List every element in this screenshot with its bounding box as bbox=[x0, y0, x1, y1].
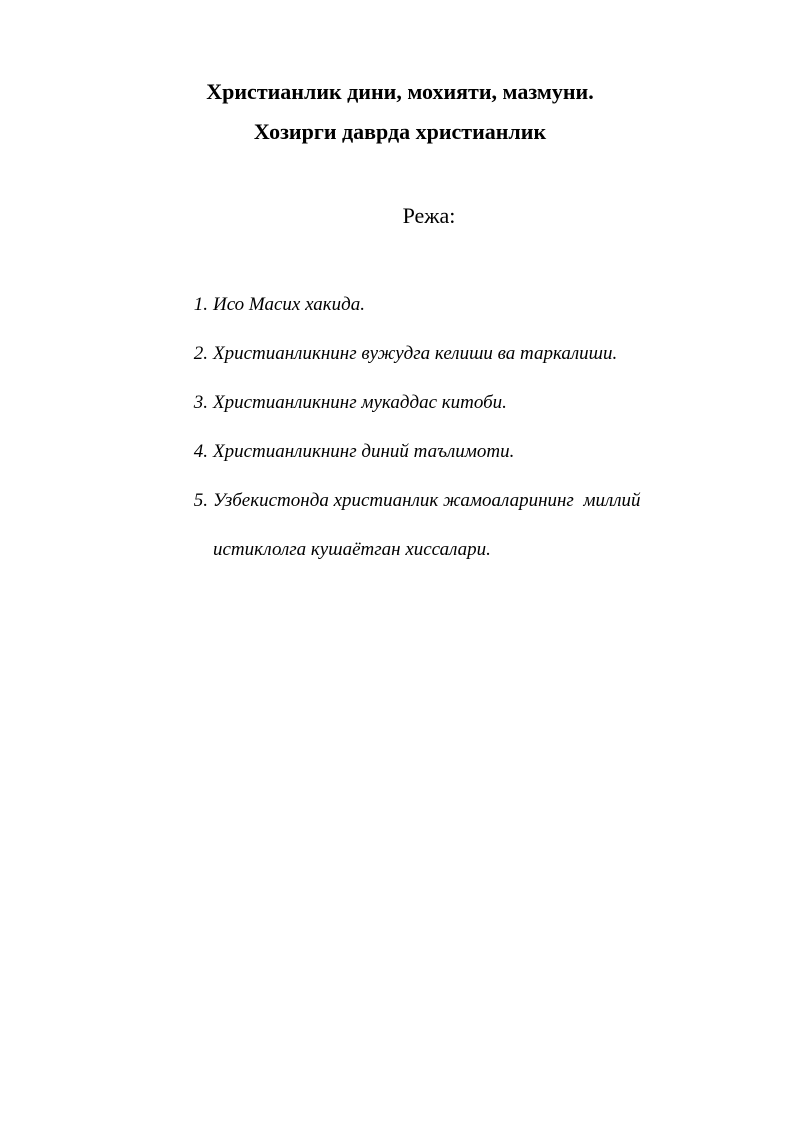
plan-item bbox=[0, 378, 800, 427]
plan-item bbox=[0, 427, 800, 476]
plan-heading: Режа: bbox=[402, 203, 456, 228]
plan-item bbox=[0, 280, 800, 329]
document-title-line-1: Христианлик дини, мохияти, мазмуни. bbox=[206, 79, 594, 104]
plan-item bbox=[0, 476, 800, 574]
plan-item bbox=[0, 329, 800, 378]
plan-item-text: Христианликнинг мукаддас китоби. bbox=[213, 392, 507, 413]
plan-item-number: 1. bbox=[193, 294, 208, 315]
plan-item-number: 3. bbox=[193, 392, 208, 413]
plan-item-text: Христианликнинг вужудга келиши ва таркалиши. bbox=[213, 343, 618, 364]
plan-item-number: 2. bbox=[193, 343, 208, 364]
plan-item-text bbox=[213, 476, 713, 574]
plan-item-number: 5. bbox=[193, 490, 208, 511]
plan-item-number: 4. bbox=[193, 441, 208, 462]
plan-item-text: Исо Масих хакида. bbox=[213, 294, 366, 315]
plan-item-text: Христианликнинг диний таълимоти. bbox=[213, 441, 515, 462]
plan-item-text-line-1: Узбекистонда христианлик жамоаларининг миллий bbox=[213, 490, 641, 511]
plan-item-text-line-2: истиклолга кушаётган хиссалари. bbox=[213, 539, 491, 560]
plan-list bbox=[0, 280, 800, 574]
document-title-line-2: Хозирги даврда христианлик bbox=[253, 119, 547, 144]
